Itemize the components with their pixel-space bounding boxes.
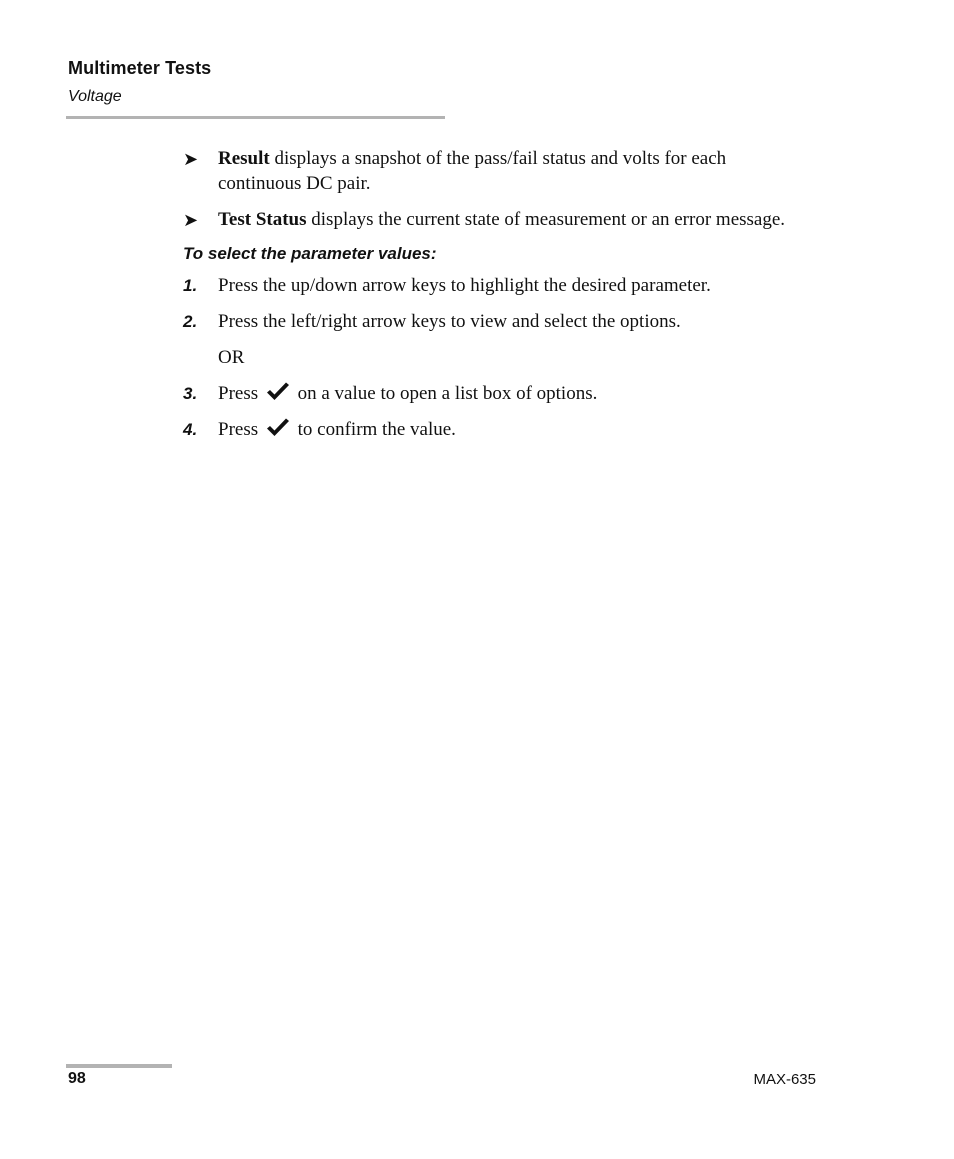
chapter-title: Multimeter Tests — [68, 58, 212, 78]
or-label: OR — [218, 347, 245, 368]
step-text-after: to confirm the value. — [297, 419, 456, 440]
bullet-term: Result — [218, 148, 270, 169]
footer-rule — [66, 1064, 172, 1068]
step-text-after: on a value to open a list box of options. — [297, 383, 598, 404]
step-3 — [183, 381, 803, 406]
step-text-before: Press — [218, 383, 259, 404]
document-code: MAX-635 — [753, 1071, 816, 1088]
bullet-item-result — [183, 146, 803, 196]
page-body — [183, 146, 803, 453]
step-1 — [183, 273, 803, 298]
arrowhead-bullet-icon: ➤ — [183, 210, 199, 230]
step-text: Press the left/right arrow keys to view and select the options. — [218, 311, 681, 332]
step-number: 4. — [183, 420, 198, 439]
procedure-heading: To select the parameter values: — [183, 244, 437, 263]
bullet-text: displays a snapshot of the pass/fail status and volts for each continuous DC pair. — [218, 148, 727, 194]
or-separator — [183, 345, 803, 370]
arrowhead-bullet-icon: ➤ — [183, 149, 199, 169]
header-rule — [66, 116, 445, 119]
section-title: Voltage — [68, 88, 122, 105]
bullet-term: Test Status — [218, 209, 307, 230]
bullet-item-test-status — [183, 207, 803, 232]
step-2 — [183, 309, 803, 334]
step-4 — [183, 417, 803, 442]
step-text-before: Press — [218, 419, 259, 440]
step-text: Press the up/down arrow keys to highlight the desired parameter. — [218, 275, 711, 296]
page-number: 98 — [68, 1070, 86, 1087]
step-number: 2. — [183, 312, 198, 331]
checkmark-icon — [265, 382, 291, 402]
bullet-text: displays the current state of measurement or an error message. — [306, 209, 786, 230]
step-number: 3. — [183, 384, 198, 403]
checkmark-icon — [265, 418, 291, 438]
step-number: 1. — [183, 276, 198, 295]
